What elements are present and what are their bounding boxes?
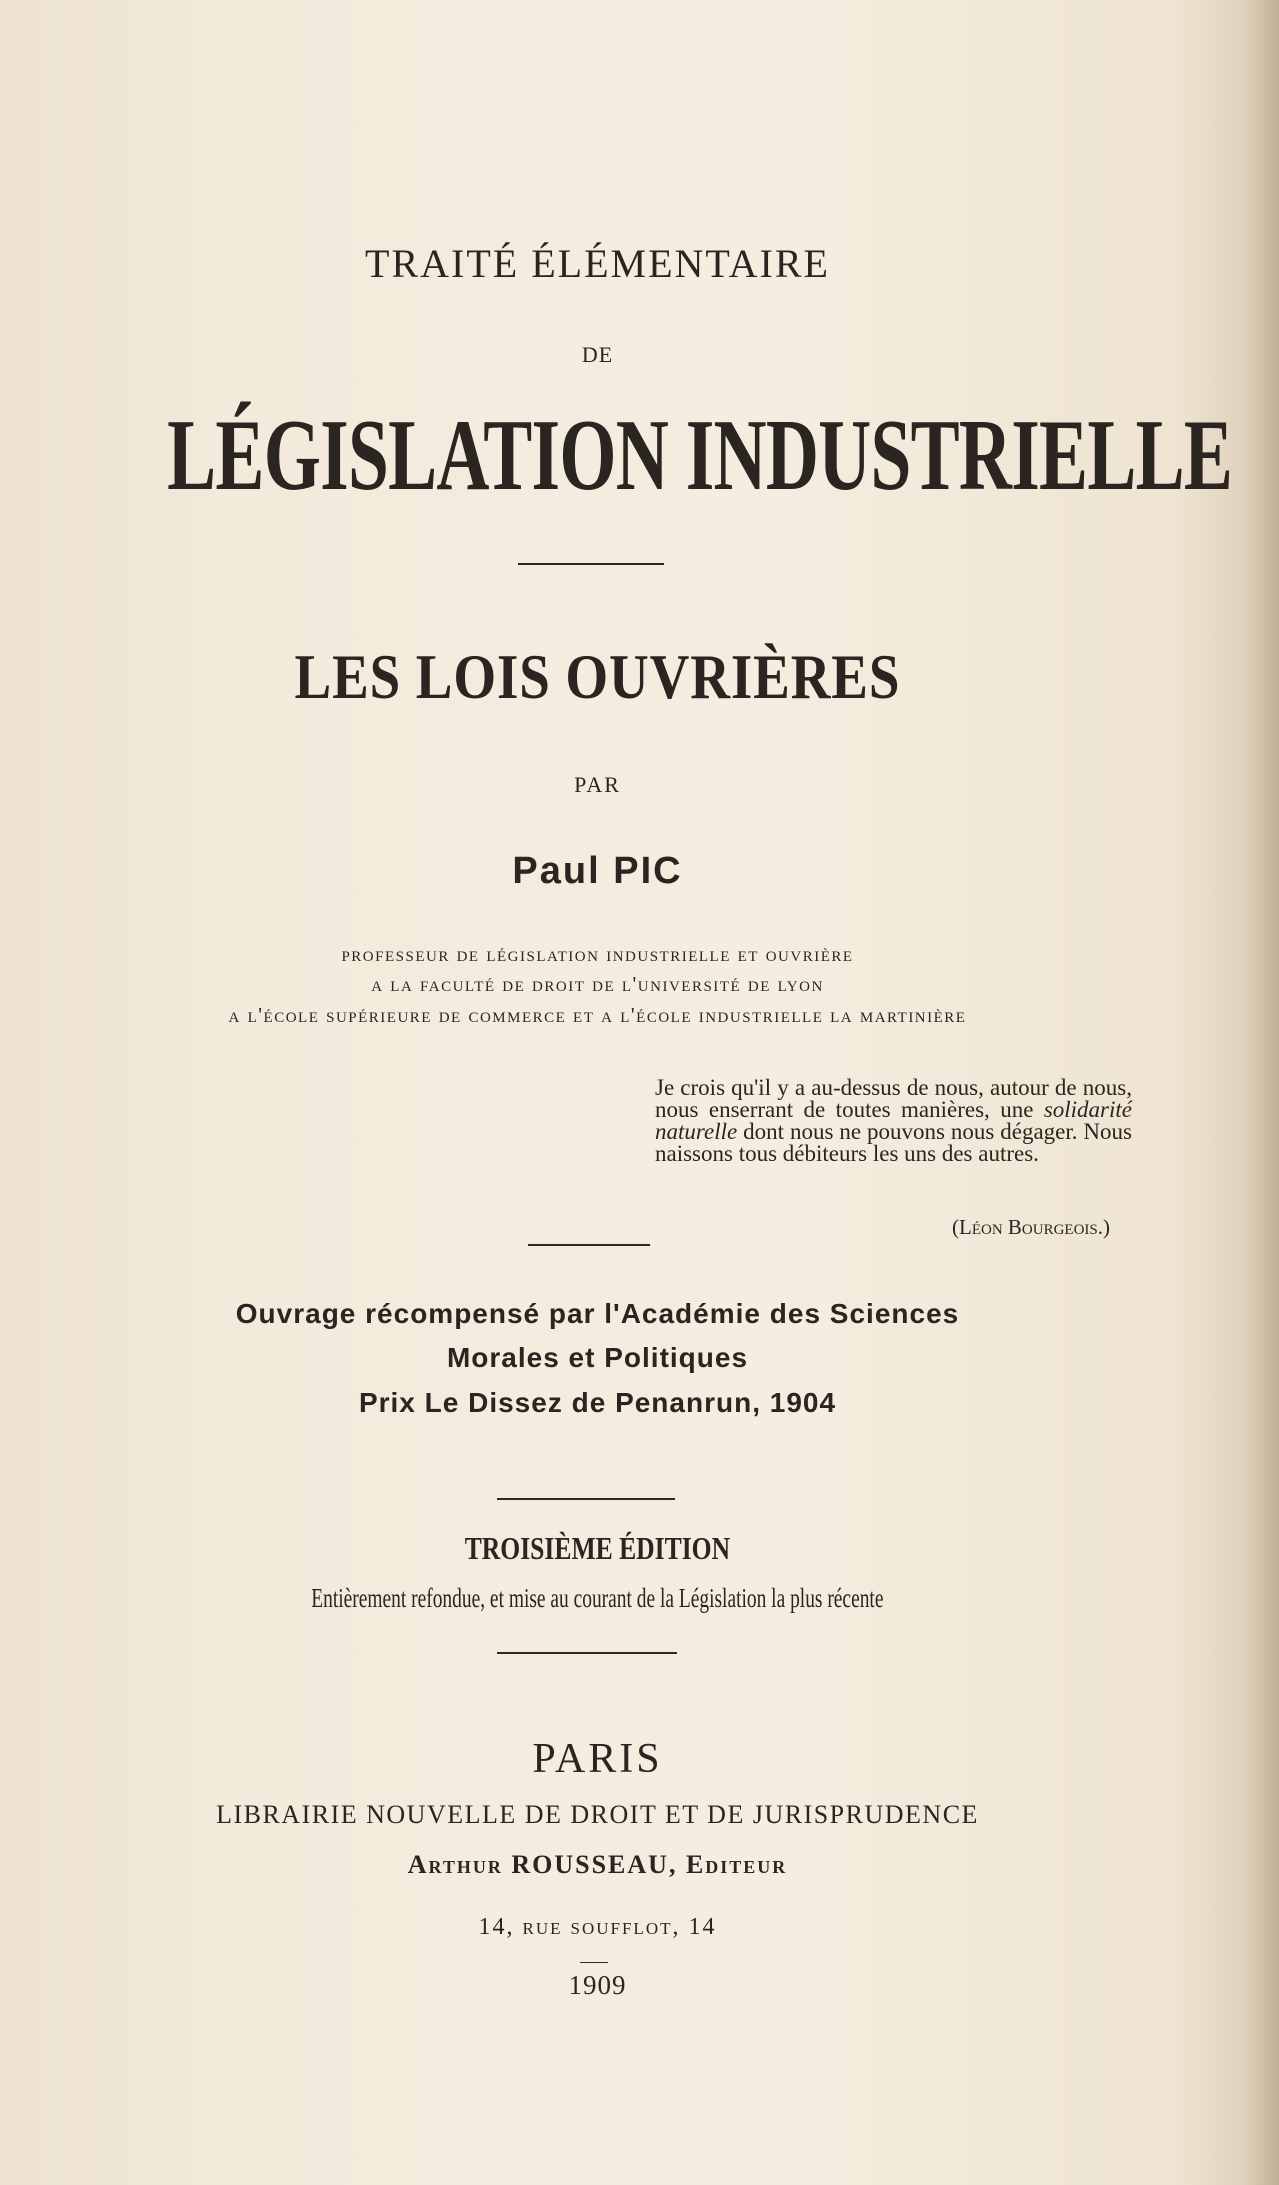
divider-2 — [528, 1244, 650, 1246]
epigraph-text: Je crois qu'il y a au-dessus de nous, autour de nous, nous enserrant de toutes manières, une — [655, 1075, 1132, 1122]
edition-note: Entièrement refondue, et mise au courant de la Législation la plus récente — [311, 1583, 884, 1613]
divider-3 — [497, 1498, 675, 1500]
award-line: Prix Le Dissez de Penanrun, 1904 — [358, 1387, 837, 1418]
award-line: Ouvrage récompensé par l'Académie des Sciences — [235, 1298, 960, 1329]
series-title: TRAITÉ ÉLÉMENTAIRE — [365, 241, 830, 286]
author-credential: a la faculté de droit de l'université de lyon — [371, 972, 824, 996]
publisher-address: 14, rue soufflot, 14 — [478, 1914, 717, 1940]
epigraph-attribution: (Léon Bourgeois.) — [952, 1215, 1110, 1239]
epigraph — [655, 1077, 1132, 1165]
edition-label: TROISIÈME ÉDITION — [464, 1530, 731, 1566]
epigraph-text-end: dont nous ne pouvons nous dégager. Nous naissons tous débiteurs les uns des autres. — [655, 1119, 1132, 1166]
by-label: PAR — [574, 772, 621, 797]
publisher-editor: Arthur ROUSSEAU, Editeur — [407, 1850, 788, 1879]
author-credential: professeur de législation industrielle et ouvrière — [341, 942, 854, 966]
divider-1 — [518, 563, 664, 565]
subtitle: LES LOIS OUVRIÈRES — [294, 641, 901, 712]
divider-4 — [497, 1652, 677, 1654]
publication-city: PARIS — [532, 1736, 663, 1782]
main-title: LÉGISLATION INDUSTRIELLE — [167, 399, 1233, 512]
title-connector: DE — [581, 342, 614, 367]
publisher-name: LIBRAIRIE NOUVELLE DE DROIT ET DE JURISPRUDENCE — [216, 1800, 979, 1829]
award-line: Morales et Politiques — [446, 1342, 749, 1373]
author-name: Paul PIC — [512, 850, 683, 892]
publication-year: 1909 — [568, 1970, 627, 2000]
divider-5 — [580, 1962, 608, 1963]
epigraph-emphasis: solidarité naturelle — [655, 1097, 1132, 1144]
author-credential: a l'école supérieure de commerce et a l'école industrielle la martinière — [228, 1003, 967, 1027]
